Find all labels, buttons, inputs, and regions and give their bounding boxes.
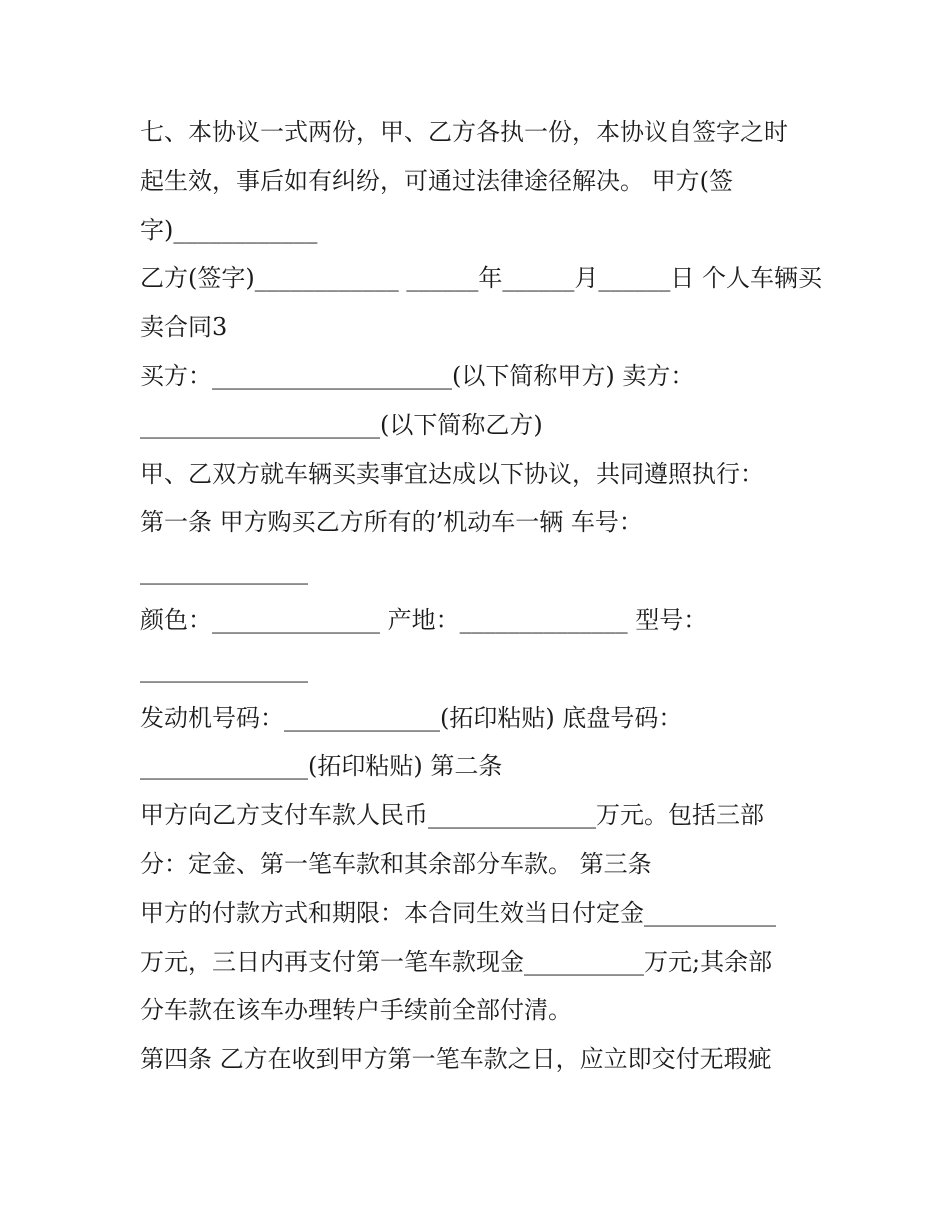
text-line: 分车款在该车办理转户手续前全部付清。	[140, 996, 572, 1025]
text-line: 分：定金、第一笔车款和其余部分车款。 第三条	[140, 849, 652, 878]
text-line: ______________	[140, 557, 308, 586]
text-line: 七、本协议一式两份，甲、乙方各执一份，本协议自签字之时	[140, 118, 788, 146]
text-line: 卖合同3	[140, 313, 228, 342]
text-line: 第一条 甲方购买乙方所有的’机动车一辆 车号：	[140, 508, 643, 537]
text-line: 买方：____________________(以下简称甲方) 卖方：	[140, 361, 695, 390]
text-line: 甲方的付款方式和期限：本合同生效当日付定金___________	[140, 898, 776, 927]
text-line: 万元，三日内再支付第一笔车款现金__________万元;其余部	[140, 947, 773, 976]
text-line: ______________(拓印粘贴) 第二条	[140, 752, 503, 781]
text-line: 发动机号码：_____________(拓印粘贴) 底盘号码：	[140, 703, 683, 732]
contract-body	[140, 108, 840, 1084]
text-line: 颜色：______________ 产地：______________ 型号：	[140, 605, 708, 634]
text-line: 起生效，事后如有纠纷，可通过法律途径解决。 甲方(签	[140, 166, 733, 195]
text-line: 甲、乙双方就车辆买卖事宜达成以下协议，共同遵照执行：	[140, 459, 764, 488]
text-line: 甲方向乙方支付车款人民币______________万元。包括三部	[140, 801, 764, 830]
text-line: 第四条 乙方在收到甲方第一笔车款之日，应立即交付无瑕疵	[140, 1045, 772, 1074]
text-line: 字)____________	[140, 215, 318, 244]
text-line: 乙方(签字)____________ ______年______月______日 个人车辆买	[140, 264, 822, 293]
text-line: ____________________(以下简称乙方)	[140, 410, 543, 439]
text-line: ______________	[140, 654, 308, 683]
